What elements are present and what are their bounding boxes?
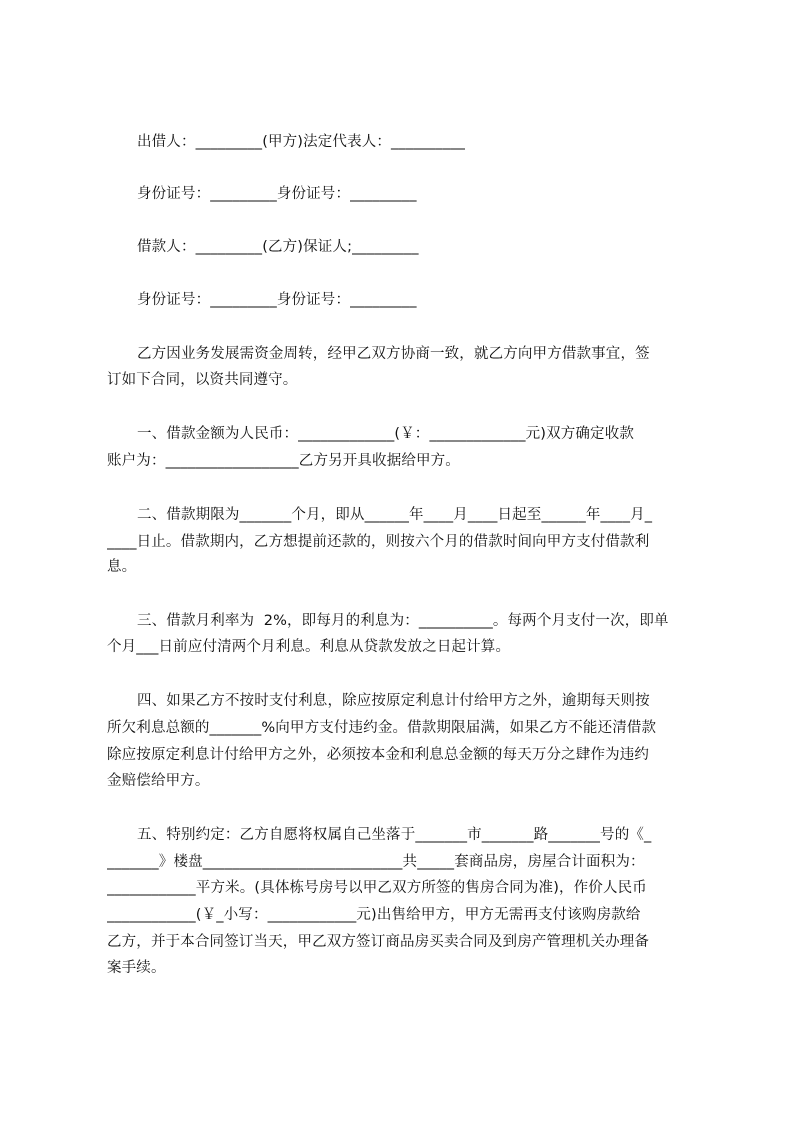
preamble-line-1: 乙方因业务发展需资金周转，经甲乙双方协商一致，就乙方向甲方借款事宜，签 [137, 346, 650, 362]
lender-id-line: 身份证号：_________身份证号：_________ [137, 186, 417, 202]
preamble-line-2: 订如下合同，以资共同遵守。 [107, 372, 298, 388]
clause-4-line-4: 金赔偿给甲方。 [107, 773, 210, 789]
clause-5-line-6: 案手续。 [107, 960, 166, 976]
clause-5-line-3: ____________平方米。(具体栋号房号以甲乙双方所签的售房合同为准)，作价人民币 [107, 880, 647, 896]
clause-3-line-2: 个月___日前应付清两个月利息。利息从贷款发放之日起计算。 [107, 639, 511, 655]
clause-5-line-2: _______》楼盘___________________________共_____套商品房，房屋合计面积为： [107, 854, 645, 870]
borrower-id-line: 身份证号：_________身份证号：_________ [137, 292, 417, 308]
clause-2-line-3: 息。 [107, 559, 137, 575]
clause-5-line-1: 五、特别约定：乙方自愿将权属自己坐落于_______市_______路_______号的《_ [137, 827, 652, 843]
clause-4-line-3: 除应按原定利息计付给甲方之外，必须按本金和利息总金额的每天万分之肆作为违约 [107, 747, 650, 763]
lender-line: 出借人：_________(甲方)法定代表人：__________ [137, 134, 466, 150]
clause-2-line-1: 二、借款期限为_______个月，即从______年____月____日起至______年____月_ [137, 507, 653, 523]
clause-5-line-4: ____________(￥_小写：____________元)出售给甲方，甲方无需再支付该购房款给 [107, 907, 641, 923]
clause-2-line-2: ____日止。借款期内，乙方想提前还款的，则按六个月的借款时间向甲方支付借款利 [107, 534, 650, 550]
clause-1-line-2: 账户为：__________________乙方另开具收据给甲方。 [107, 453, 460, 469]
clause-4-line-2: 所欠利息总额的_______%向甲方支付违约金。借款期限届满，如果乙方不能还清借款 [107, 720, 657, 736]
clause-4-line-1: 四、如果乙方不按时支付利息，除应按原定利息计付给甲方之外，逾期每天则按 [137, 693, 650, 709]
clause-3-line-1: 三、借款月利率为 2%，即每月的利息为：__________。每两个月支付一次，即单 [137, 613, 669, 629]
clause-5-line-5: 乙方，并于本合同签订当天，甲乙双方签订商品房买卖合同及到房产管理机关办理备 [107, 934, 650, 950]
clause-1-line-1: 一、借款金额为人民币：_____________(￥：_____________元)双方确定收款 [137, 426, 635, 442]
borrower-line: 借款人：_________(乙方)保证人;_________ [137, 239, 419, 255]
